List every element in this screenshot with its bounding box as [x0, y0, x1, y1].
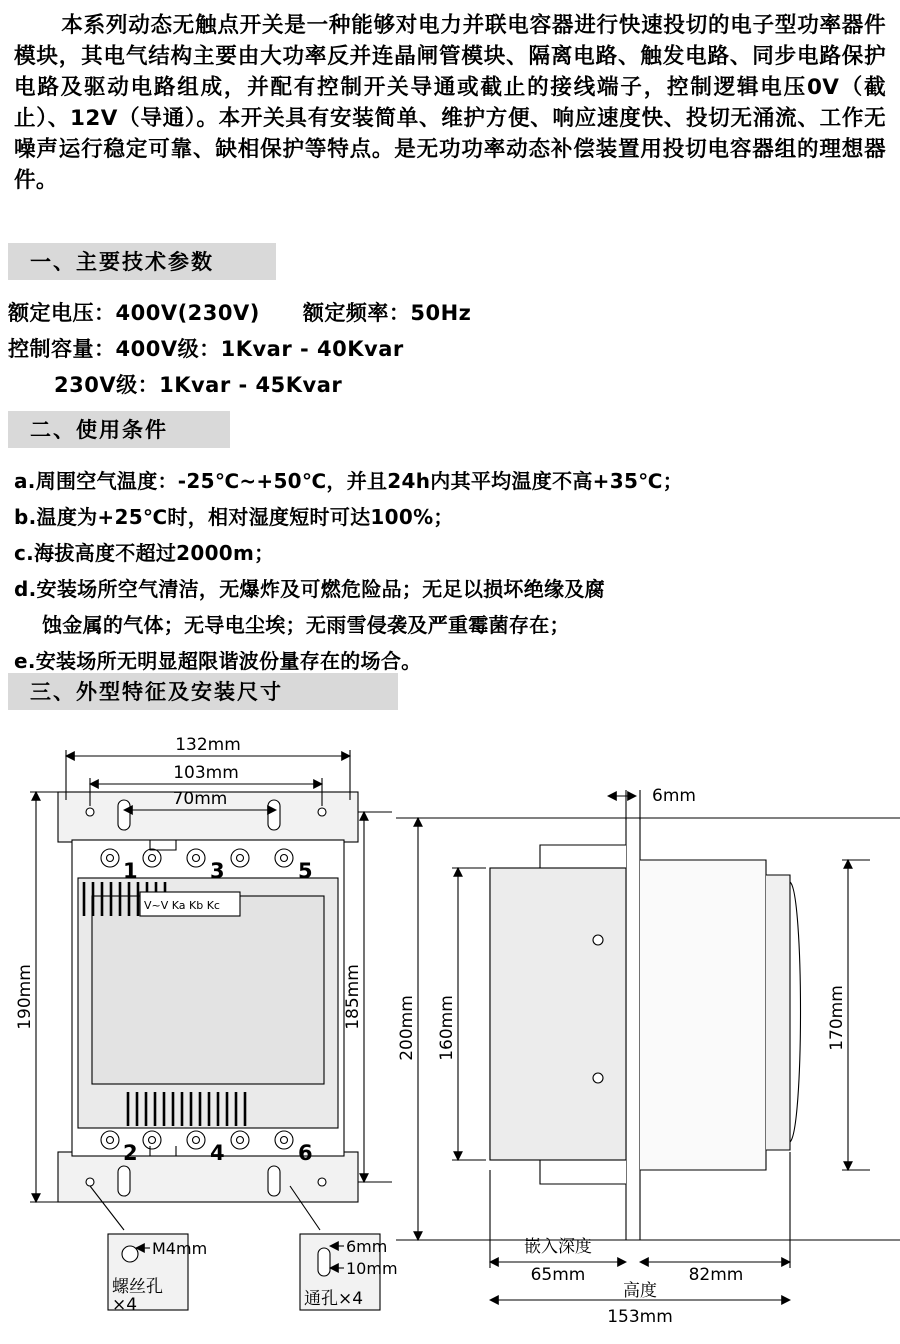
- terminal-label-2: 2: [123, 1141, 138, 1165]
- condition-d-line2: 蚀金属的气体；无导电尘埃；无雨雪侵袭及严重霉菌存在；: [42, 613, 570, 637]
- section-heading-conditions: 二、使用条件: [8, 411, 230, 448]
- label-strip-text: V~V Ka Kb Kc: [144, 899, 220, 912]
- dim-height-outer: 190mm: [15, 964, 35, 1030]
- condition-e: e.安装场所无明显超限谐波份量存在的场合。: [14, 649, 422, 673]
- callout-hole-text: 通孔×4: [304, 1289, 364, 1309]
- condition-d-line1: d.安装场所空气清洁，无爆炸及可燃危险品；无足以损坏绝缘及腐: [14, 577, 605, 601]
- spec-line-capacity-230v: 230V级：1Kvar - 45Kvar: [54, 373, 343, 397]
- intro-text: 本系列动态无触点开关是一种能够对电力并联电容器进行快速投切的电子型功率器件模块，其电气结构主要由大功率反并连晶闸管模块、隔离电路、触发电路、同步电路保护电路及驱动电路组成，并配有控制开关导通或截止的接线端子，控制逻辑电压0V（截止）、12V（导通）。本开关具有安装简单、维护方便、响应速度快、投切无涌流、工作无噪声运行稳定可靠、缺相保护等特点。是无功功率动态补偿装置用投切电容器组的理想器件。: [14, 13, 886, 193]
- condition-c: c.海拔高度不超过2000m；: [14, 541, 275, 565]
- side-dim-body-height: 160mm: [437, 995, 457, 1061]
- dim-width-mid: 103mm: [173, 763, 239, 783]
- callout-hole-height: 10mm: [346, 1259, 398, 1278]
- section-heading-dimensions: 三、外型特征及安装尺寸: [8, 673, 398, 710]
- intro-paragraph: [14, 10, 886, 196]
- condition-b: b.温度为+25℃时，相对湿度短时可达100%；: [14, 505, 454, 529]
- spec-line-voltage-frequency: 额定电压：400V(230V) 额定频率：50Hz: [8, 301, 472, 325]
- total-height-value: 153mm: [607, 1307, 673, 1327]
- spec-line-capacity-400v: 控制容量：400V级：1Kvar - 40Kvar: [8, 337, 404, 361]
- terminal-label-3: 3: [210, 859, 225, 883]
- dim-width-outer: 132mm: [175, 735, 241, 755]
- section-heading-specs: 一、主要技术参数: [8, 243, 276, 280]
- callout-screw-text: 螺丝孔: [112, 1277, 163, 1297]
- dimension-drawing: [0, 700, 900, 1340]
- terminal-label-6: 6: [298, 1141, 313, 1165]
- callout-hole-width: 6mm: [346, 1237, 388, 1256]
- terminal-label-4: 4: [210, 1141, 225, 1165]
- front-depth-value: 82mm: [688, 1265, 744, 1285]
- side-dim-total-height: 200mm: [397, 995, 417, 1061]
- depth-value: 65mm: [530, 1265, 586, 1285]
- dim-width-inner: 70mm: [172, 789, 228, 809]
- callout-screw-count: ×4: [112, 1295, 138, 1315]
- callout-screw-size: M4mm: [152, 1239, 208, 1258]
- depth-label: 嵌入深度: [524, 1237, 592, 1257]
- side-dim-top: 6mm: [652, 786, 696, 806]
- total-height-label: 高度: [623, 1281, 657, 1301]
- terminal-label-1: 1: [123, 859, 138, 883]
- terminal-label-5: 5: [298, 859, 313, 883]
- dim-height-inner: 185mm: [343, 964, 363, 1030]
- side-dim-right-height: 170mm: [827, 985, 847, 1051]
- condition-a: a.周围空气温度：-25℃~+50℃，并且24h内其平均温度不高+35℃；: [14, 469, 683, 493]
